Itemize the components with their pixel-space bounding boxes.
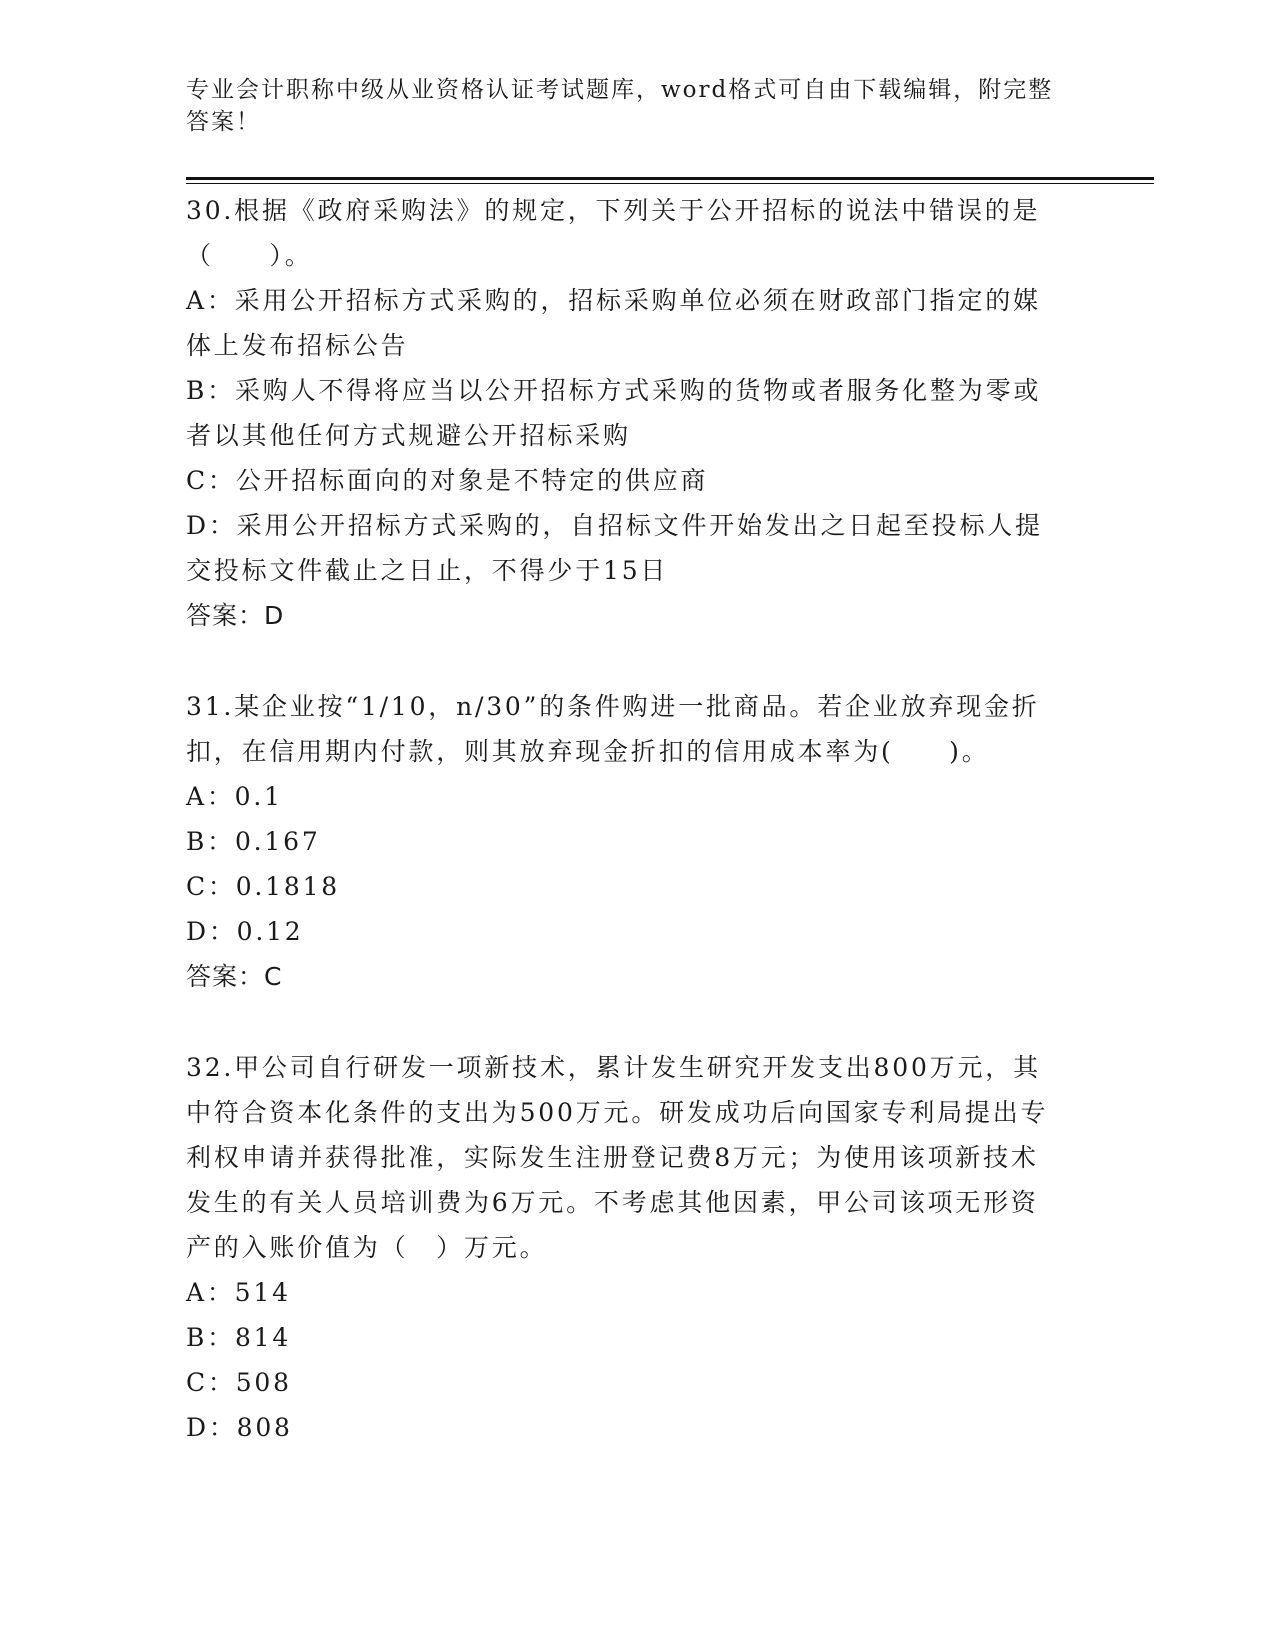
option-a: A：采用公开招标方式采购的，招标采购单位必须在财政部门指定的媒体上发布招标公告 <box>186 286 1041 360</box>
question-30 <box>186 188 1066 638</box>
question-list <box>186 188 1066 1450</box>
option-c: C：0.1818 <box>186 872 341 901</box>
option-a: A：0.1 <box>186 782 283 811</box>
option-d: D：808 <box>186 1413 293 1442</box>
question-spacer <box>186 638 1066 684</box>
question-text: 32.甲公司自行研发一项新技术，累计发生研究开发支出800万元，其中符合资本化条件的支出为500万元。研发成功后向国家专利局提出专利权申请并获得批准，实际发生注册登记费8万元；为使用该项新技术发生的有关人员培训费为6万元。不考虑其他因素，甲公司该项无形资产的入账价值为（ ）万元。 <box>186 1053 1049 1262</box>
question-31 <box>186 684 1066 999</box>
option-b: B：0.167 <box>186 827 321 856</box>
question-text: 30.根据《政府采购法》的规定，下列关于公开招标的说法中错误的是（ ）。 <box>186 196 1041 270</box>
question-spacer <box>186 999 1066 1045</box>
option-d: D：0.12 <box>186 917 304 946</box>
option-a: A：514 <box>186 1278 291 1307</box>
option-b: B：814 <box>186 1323 292 1352</box>
answer-label: 答案：C <box>186 962 283 991</box>
option-b: B：采购人不得将应当以公开招标方式采购的货物或者服务化整为零或者以其他任何方式规避公开招标采购 <box>186 376 1042 450</box>
option-c: C：公开招标面向的对象是不特定的供应商 <box>186 466 709 495</box>
document-header: 专业会计职称中级从业资格认证考试题库，word格式可自由下载编辑，附完整答案！ <box>186 77 1054 135</box>
option-c: C：508 <box>186 1368 292 1397</box>
header-divider-thin <box>186 183 1154 184</box>
question-32 <box>186 1045 1066 1450</box>
header-divider-thick <box>186 177 1154 180</box>
question-text: 31.某企业按“1/10，n/30”的条件购进一批商品。若企业放弃现金折扣，在信用期内付款，则其放弃现金折扣的信用成本率为( )。 <box>186 692 1040 766</box>
option-d: D：采用公开招标方式采购的，自招标文件开始发出之日起至投标人提交投标文件截止之日止，不得少于15日 <box>186 511 1043 585</box>
answer-label: 答案：D <box>186 601 285 630</box>
